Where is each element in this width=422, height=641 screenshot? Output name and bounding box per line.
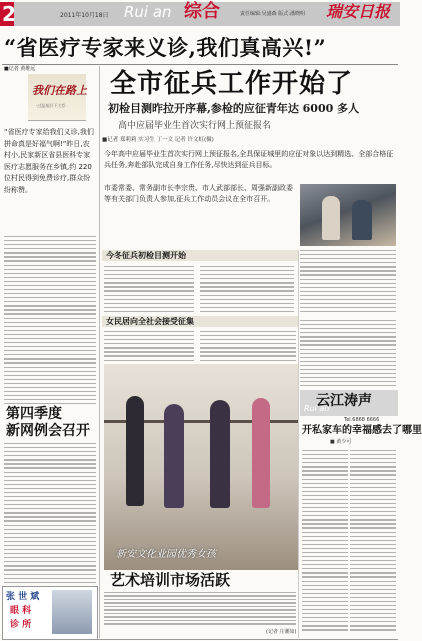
column-divider bbox=[99, 66, 100, 638]
clinic-ad-line3: 诊 所 bbox=[10, 620, 32, 630]
divider bbox=[2, 64, 398, 65]
main-subhead-2: 高中应届毕业生首次实行网上预征报名 bbox=[118, 121, 272, 131]
right-column-tel: Tel.6868 6666 bbox=[344, 417, 380, 423]
right-column-name: 云江涛声 bbox=[316, 393, 372, 409]
dance-photo-figure bbox=[164, 404, 184, 508]
recruit-photo-figure bbox=[322, 196, 340, 240]
recruit-photo-figure bbox=[352, 200, 372, 240]
left-section-title: 第四季度 bbox=[6, 406, 62, 422]
recruit-photo bbox=[300, 184, 396, 246]
culture-text-col-2 bbox=[200, 331, 296, 364]
dance-photo-figure bbox=[126, 396, 144, 506]
right-text-col-2 bbox=[350, 450, 396, 634]
feature-sub: ·过温基层下大型· bbox=[36, 103, 67, 108]
photo-caption: 新安文化业园优秀女孩 bbox=[116, 549, 216, 560]
issue-date: 2011年10月18日 bbox=[60, 12, 109, 19]
left-section-title-2: 新网例会召开 bbox=[6, 423, 90, 439]
left-reporter: ■记者 黄维远 bbox=[4, 66, 36, 72]
left-text-block-1 bbox=[4, 236, 96, 407]
main-text-col-3 bbox=[300, 250, 396, 315]
dance-photo-figure bbox=[252, 398, 270, 508]
right-headline: 开私家车的幸福感去了哪里 bbox=[302, 425, 422, 436]
left-intro: “省医疗专家给我们义诊,我们拼命真是好福气啊!”昨日,农村小,民家新区省县医科专家医疗志愿服务在乡镇,约 220 位村民得到免费诊疗,群众纷纷称赞。 bbox=[4, 128, 94, 194]
main-text-col-2 bbox=[200, 266, 294, 315]
culture-subsection-title: 女民居向全社会接受征集 bbox=[106, 316, 194, 326]
column-divider bbox=[298, 250, 299, 638]
main-lead: 今年高中应届毕业生首次实行网上预征报名,全具保证城里的应征对象以达到精选、全部合格征兵任务,奔赴部队完成自身工作任务,尽快达到征兵目标。 bbox=[104, 150, 394, 169]
right-column-pinyin: Rui an bbox=[304, 404, 330, 413]
right-text-col-1 bbox=[302, 450, 348, 634]
top-headline: “省医疗专家来义诊,我们真高兴!” bbox=[4, 35, 327, 60]
culture-text-col-1 bbox=[104, 331, 194, 364]
clinic-ad-line1: 张 世 斌 bbox=[6, 592, 40, 602]
page-bottom-rule bbox=[2, 639, 398, 640]
left-text-block-2 bbox=[4, 443, 96, 590]
main-subhead: 初检目测昨拉开序幕,参检的应征青年达 6000 多人 bbox=[108, 102, 360, 115]
culture-credit: (记者 庄潮如) bbox=[266, 629, 297, 635]
feature-banner: 我们在路上 bbox=[32, 84, 87, 97]
clinic-ad-line2: 眼 科 bbox=[10, 606, 32, 616]
main-text-col-1 bbox=[104, 266, 194, 315]
culture-body bbox=[104, 592, 296, 627]
culture-text-col-3 bbox=[300, 320, 396, 389]
section-name: 综合 bbox=[184, 1, 220, 22]
main-byline: ■记者 郑莉莉 实习生 丁一文 记者 许文虹(摄) bbox=[102, 137, 214, 143]
header-editors: 责任编辑:吴盛森 版式:潘晓明 bbox=[240, 11, 305, 17]
masthead-logo: 瑞安日报 bbox=[326, 2, 391, 21]
right-author: ■ 黄少可 bbox=[330, 439, 352, 445]
culture-headline: 艺术培训市场活跃 bbox=[110, 571, 231, 589]
section-pinyin: Rui an bbox=[124, 3, 172, 21]
clinic-ad-photo bbox=[52, 590, 92, 634]
page-number: 2 bbox=[2, 2, 16, 26]
main-headline: 全市征兵工作开始了 bbox=[110, 69, 354, 99]
sub-section-title: 今冬征兵初检目测开始 bbox=[106, 250, 186, 260]
main-lead-2: 市委常委、常务副市长李宗贵、市人武部部长、周强新副政委等有关部门负责人参加,征兵工作动员会议在全市召开。 bbox=[104, 184, 293, 203]
dance-photo-figure bbox=[210, 400, 230, 508]
